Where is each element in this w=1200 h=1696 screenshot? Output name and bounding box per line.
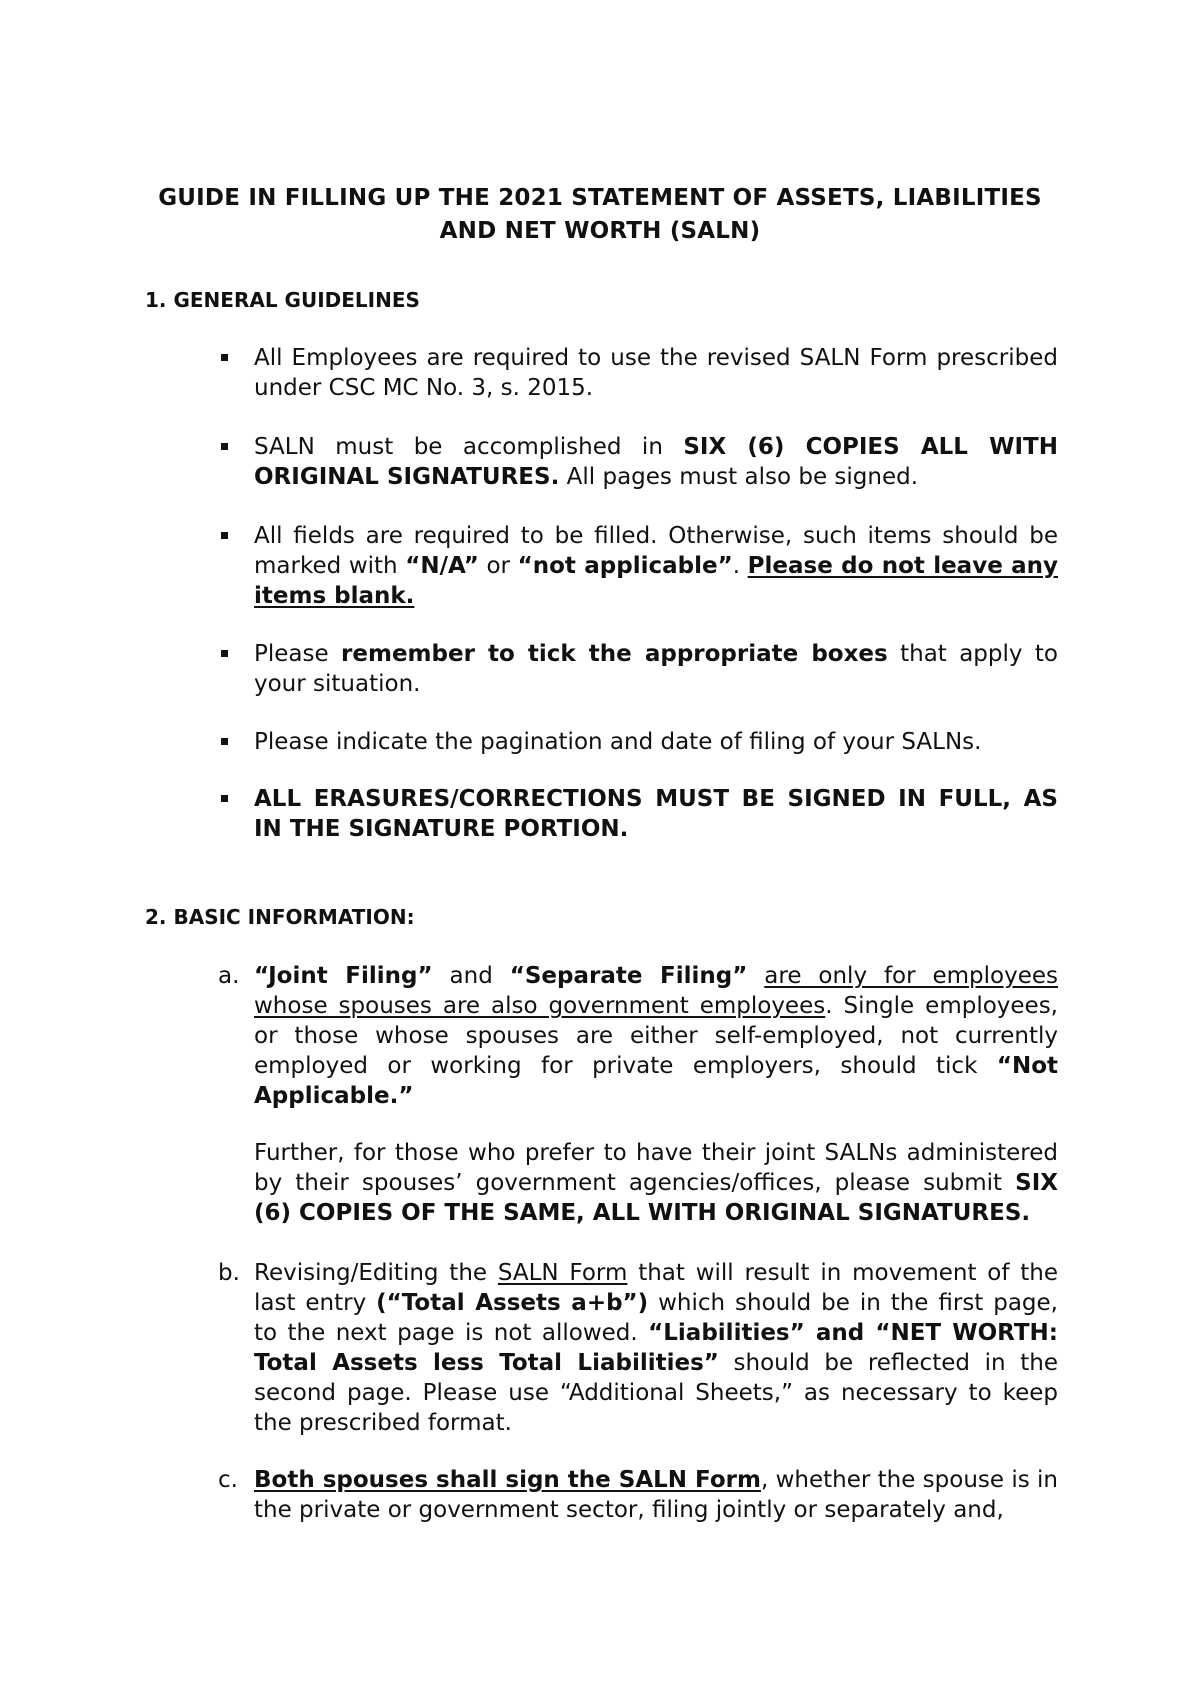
item-c-paragraph: Both spouses shall sign the SALN Form, whether the spouse is in the private or government sector, filing jointly or separately and,: [254, 1467, 1059, 1523]
list-item-a-continued: [254, 1138, 1058, 1228]
list-marker-b: b.: [218, 1260, 240, 1286]
list-item-a: [218, 961, 1059, 1111]
list-marker-c: c.: [218, 1467, 238, 1493]
title-line-2: AND NET WORTH (SALN): [439, 218, 761, 244]
list-item-b: [218, 1258, 1059, 1438]
document-title: [150, 182, 1050, 248]
bullet-tick-boxes: Please remember to tick the appropriate boxes that apply to your situation.: [254, 641, 1058, 697]
title-line-1: GUIDE IN FILLING UP THE 2021 STATEMENT OF ASSETS, LIABILITIES: [158, 185, 1042, 211]
bullet-fields-required: All fields are required to be filled. Otherwise, such items should be marked with “N/A” or “not applicable”. Please do not leave any items blank.: [254, 523, 1059, 609]
bullet-revised-form: All Employees are required to use the revised SALN Form prescribed under CSC MC No. 3, s. 2015.: [254, 345, 1058, 401]
section-heading-general-guidelines: 1. GENERAL GUIDELINES: [145, 288, 420, 312]
item-a-paragraph-2: Further, for those who prefer to have their joint SALNs administered by their spouses’ government agencies/offices, please submit SIX (6) COPIES OF THE SAME, ALL WITH ORIGINAL SIGNATURES.: [254, 1140, 1058, 1226]
bullet-six-copies: SALN must be accomplished in SIX (6) COPIES ALL WITH ORIGINAL SIGNATURES. All pages must also be signed.: [254, 434, 1058, 490]
item-a-paragraph: “Joint Filing” and “Separate Filing” are only for employees whose spouses are also government employees. Single employees, or those whose spouses are either self-employed, not currently employed or working for private employers, should tick “Not Applicable.”: [254, 963, 1059, 1109]
list-marker-a: a.: [218, 963, 240, 989]
section-heading-basic-information: 2. BASIC INFORMATION:: [145, 905, 415, 929]
bullet-pagination: Please indicate the pagination and date of filing of your SALNs.: [254, 727, 1058, 757]
list-item-c: [218, 1465, 1059, 1525]
item-b-paragraph: Revising/Editing the SALN Form that will result in movement of the last entry (“Total Assets a+b”) which should be in the first page, to the next page is not allowed. “Liabilities” and “NET WORTH: Total Assets less Total Liabilities” should be reflected in the second page. Please use “Additional Sheets,” as necessary to keep the prescribed format.: [254, 1260, 1059, 1436]
bullet-erasures: ALL ERASURES/CORRECTIONS MUST BE SIGNED IN FULL, AS IN THE SIGNATURE PORTION.: [254, 786, 1058, 842]
